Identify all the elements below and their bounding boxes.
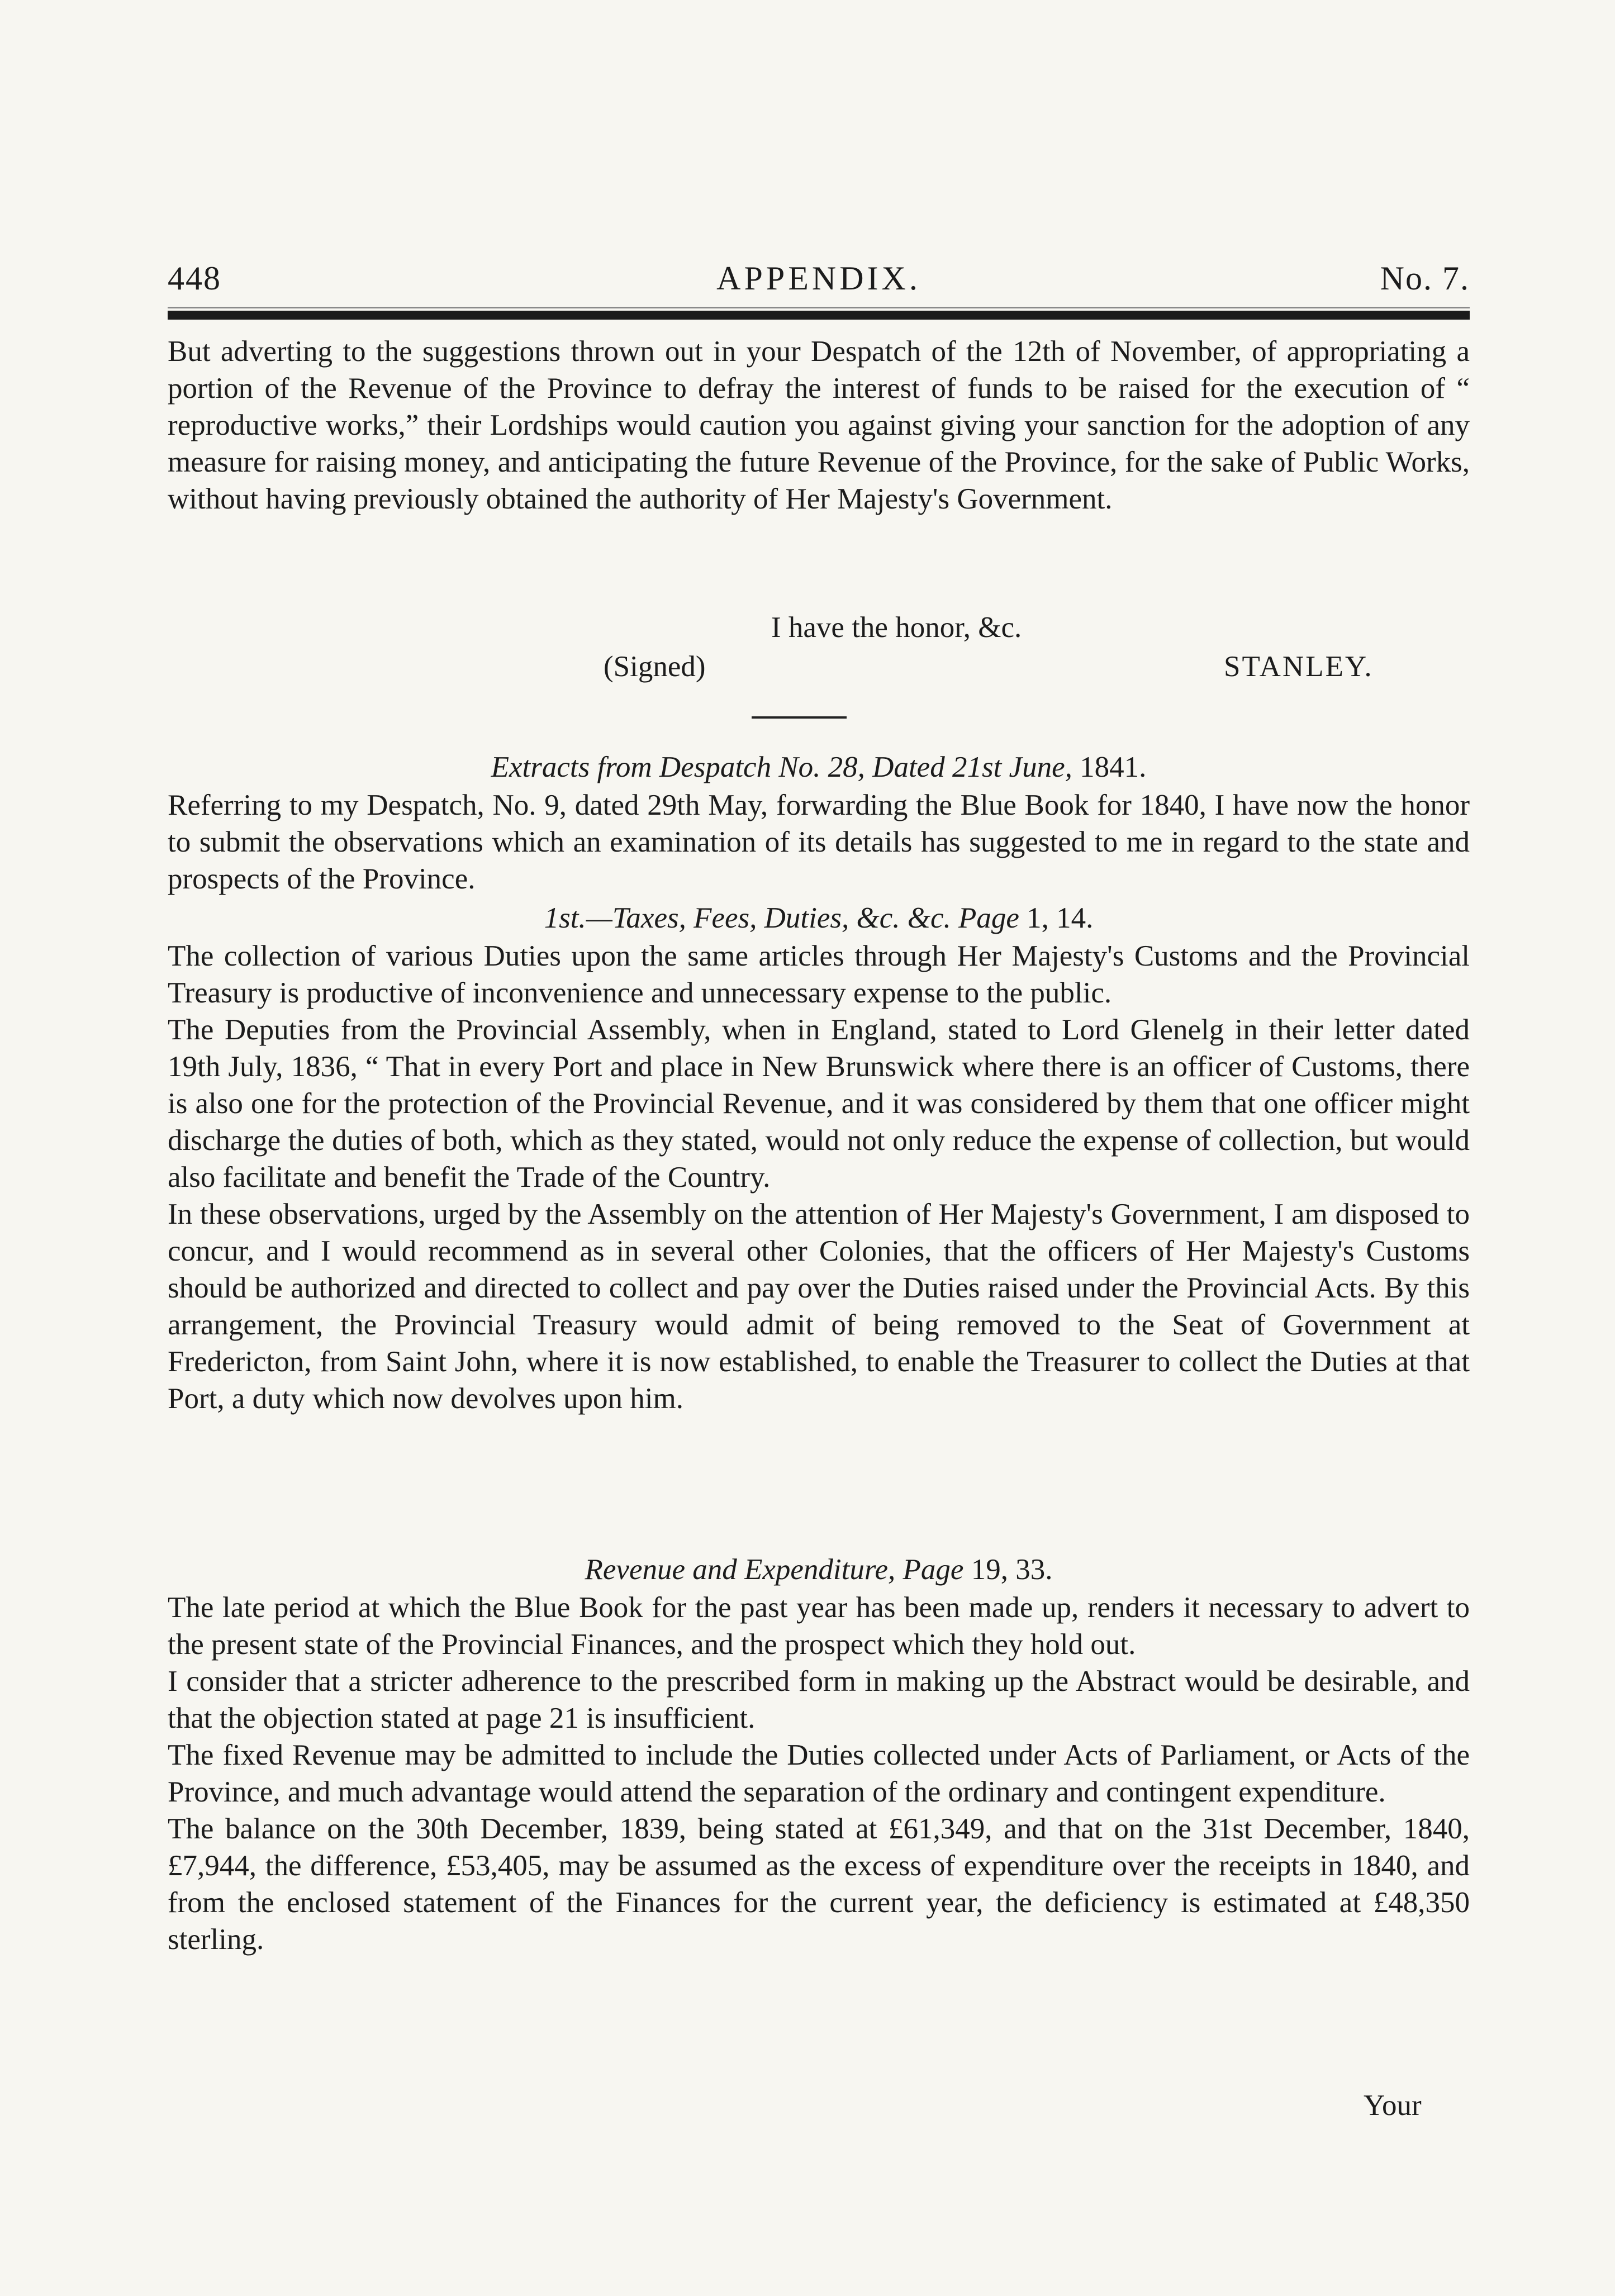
- section2-paragraph: The fixed Revenue may be admitted to include the Duties collected under Acts of Parliament, or Acts of the Province, and much advantage would attend the separation of the ordinary and contingent expenditure.: [168, 1739, 1470, 1808]
- extract-intro-paragraph: Referring to my Despatch, No. 9, dated 29th May, forwarding the Blue Book for 1840, I have now the honor to submit the observations which an examination of its details has suggested to me in regard to the state and prospects of the Province.: [168, 789, 1470, 895]
- extract-heading-year: 1841.: [1080, 751, 1147, 783]
- closing-line: I have the honor, &c.: [771, 611, 1022, 644]
- section1-heading: [168, 900, 1470, 937]
- section2-paragraph: The balance on the 30th December, 1839, being stated at £61,349, and that on the 31st December, 1840, £7,944, the difference, £53,405, may be assumed as the excess of expenditure over the receipts in 1840, and from the enclosed statement of the Finances for the current year, the deficiency is estimated at £48,350 sterling.: [168, 1813, 1470, 1956]
- extract-intro-block: [168, 787, 1470, 897]
- section2-body: [168, 1589, 1470, 1958]
- extract-heading-text: Extracts from Despatch No. 28, Dated 21st June,: [491, 751, 1072, 783]
- extract-heading: [168, 749, 1470, 786]
- page-number: 448: [168, 260, 221, 297]
- section2-paragraph: I consider that a stricter adherence to the prescribed form in making up the Abstract would be desirable, and that the objection stated at page 21 is insufficient.: [168, 1665, 1470, 1734]
- section2-heading: [168, 1551, 1470, 1588]
- section2-paragraph: The late period at which the Blue Book for the past year has been made up, renders it necessary to advert to the present state of the Provincial Finances, and the prospect which they hold out.: [168, 1591, 1470, 1661]
- signed-label: (Signed): [604, 650, 706, 683]
- running-title: APPENDIX.: [716, 260, 921, 297]
- section1-paragraph: The Deputies from the Provincial Assembly, when in England, stated to Lord Glenelg in their letter dated 19th July, 1836, “ That in every Port and place in New Brunswick where there is an officer of Customs, there is also one for the protection of the Provincial Revenue, and it was considered by them that one officer might discharge the duties of both, which as they stated, would not only reduce the expense of collection, but would also facilitate and benefit the Trade of the Country.: [168, 1014, 1470, 1194]
- section-divider: [752, 716, 847, 719]
- signatory-name: STANLEY.: [1224, 650, 1374, 683]
- section2-heading-pages: 19, 33.: [971, 1553, 1053, 1586]
- section1-body: [168, 938, 1470, 1417]
- header-rule: [168, 311, 1470, 320]
- section1-heading-text: —Taxes, Fees, Duties, &c. &c. Page: [586, 902, 1019, 934]
- section1-heading-pages: 1, 14.: [1027, 902, 1094, 934]
- section1-paragraph: In these observations, urged by the Assembly on the attention of Her Majesty's Government, I am disposed to concur, and I would recommend as in several other Colonies, that the officers of Her Majesty's Customs should be authorized and directed to collect and pay over the Duties raised under the Provincial Acts. By this arrangement, the Provincial Treasury would admit of being removed to the Seat of Government at Fredericton, from Saint John, where it is now established, to enable the Treasurer to collect the Duties at that Port, a duty which now devolves upon him.: [168, 1198, 1470, 1415]
- section1-paragraph: The collection of various Duties upon the same articles through Her Majesty's Customs and the Provincial Treasury is productive of inconvenience and unnecessary expense to the public.: [168, 940, 1470, 1009]
- page-header: [168, 256, 1470, 301]
- appendix-number: No. 7.: [1380, 260, 1470, 297]
- catch-word: Your: [1364, 2089, 1422, 2122]
- section1-heading-num: 1st.: [544, 902, 586, 934]
- section2-heading-text: Revenue and Expenditure, Page: [585, 1553, 964, 1586]
- opening-paragraph-block: [168, 333, 1470, 517]
- opening-paragraph: But adverting to the suggestions thrown out in your Despatch of the 12th of November, of appropriating a portion of the Revenue of the Province to defray the interest of funds to be raised for the execution of “ reproductive works,” their Lordships would caution you against giving your sanction for the adoption of any measure for raising money, and anticipating the future Revenue of the Province, for the sake of Public Works, without having previously obtained the authority of Her Majesty's Government.: [168, 335, 1470, 515]
